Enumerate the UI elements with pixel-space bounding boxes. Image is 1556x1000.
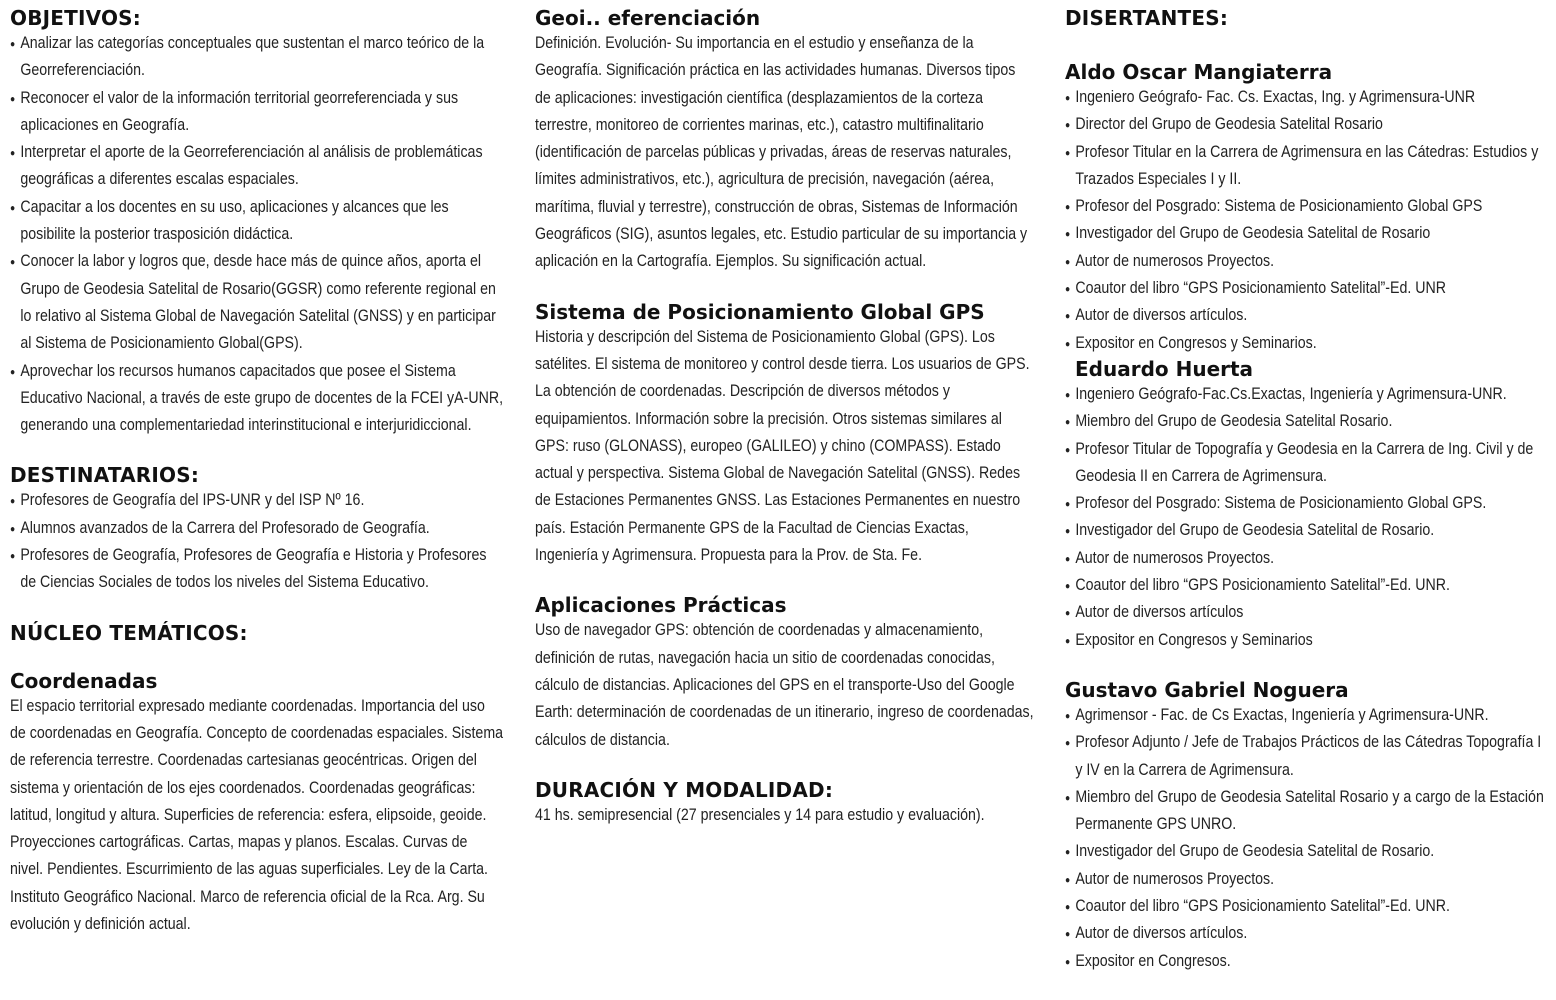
speaker-name: Eduardo Huerta (1075, 356, 1254, 381)
list-item: ● Profesores de Geografía, Profesores de Geografía e Historia y Profesores de Ciencias Sociales de todos los niveles del Sistema Educativo. (10, 542, 504, 597)
georeferenciacion-text: Definición. Evolución- Su importancia en el estudio y enseñanza de la Geografía. Significación práctica en las actividades humanas. Diversos tipos de aplicaciones: investigación científica (desplazamientos de la corteza terrestre, monitoreo de corrientes marinas, etc.), catastro multifinalitario (identificación de parcelas públicas y privadas, áreas de reservas naturales, límites administrativos, etc.), agricultura de precisión, navegación (aérea, marítima, fluvial y terrestre), construcción de obras, Sistemas de Información Geográficos (SIG), asuntos legales, etc. Estudio particular de su importancia y aplicación en la Cartografía. Ejemplos. Su significación actual. (535, 34, 1028, 271)
list-item: ● Profesor Titular de Topografía y Geodesia en la Carrera de Ing. Civil y de Geodesia II en Carrera de Agrimensura. (1065, 436, 1549, 491)
list-item: ● Profesores de Geografía del IPS-UNR y del ISP Nº 16. (10, 487, 504, 514)
destinatarios-list (10, 487, 504, 596)
aplicaciones-heading: Aplicaciones Prácticas (535, 593, 787, 618)
list-item: ● Coautor del libro “GPS Posicionamiento Satelital”-Ed. UNR. (1065, 572, 1549, 599)
objetivos-heading: OBJETIVOS: (10, 6, 141, 30)
list-item: ● Expositor en Congresos y Seminarios (1065, 627, 1549, 654)
nucleo-heading: NÚCLEO TEMÁTICOS: (10, 620, 248, 645)
list-item: ● Coautor del libro “GPS Posicionamiento Satelital”-Ed. UNR (1065, 275, 1549, 302)
objetivos-list (10, 30, 504, 439)
list-item: ● Ingeniero Geógrafo-Fac.Cs.Exactas, Ingeniería y Agrimensura-UNR. (1065, 381, 1549, 408)
list-item: ● Coautor del libro “GPS Posicionamiento Satelital”-Ed. UNR. (1065, 893, 1549, 920)
list-item: ● Miembro del Grupo de Geodesia Satelital Rosario y a cargo de la Estación Permanente GPS UNRO. (1065, 784, 1549, 839)
list-item: ● Miembro del Grupo de Geodesia Satelital Rosario. (1065, 408, 1549, 435)
georeferenciacion-heading: Geoi.. eferenciación (535, 6, 761, 30)
list-item: ● Investigador del Grupo de Geodesia Satelital de Rosario (1065, 220, 1549, 247)
list-item: ● Autor de diversos artículos (1065, 599, 1549, 626)
list-item: ● Autor de numerosos Proyectos. (1065, 248, 1549, 275)
list-item: ● Expositor en Congresos. (1065, 948, 1549, 975)
list-item: ● Investigador del Grupo de Geodesia Satelital de Rosario. (1065, 517, 1549, 544)
column-right (1065, 6, 1550, 975)
list-item: ● Interpretar el aporte de la Georreferenciación al análisis de problemáticas geográficas a diferentes escalas espaciales. (10, 139, 504, 194)
destinatarios-heading: DESTINATARIOS: (10, 463, 200, 488)
list-item: ● Profesor Adjunto / Jefe de Trabajos Prácticos de las Cátedras Topografía I y IV en la Carrera de Agrimensura. (1065, 729, 1549, 784)
list-item: ● Investigador del Grupo de Geodesia Satelital de Rosario. (1065, 838, 1549, 865)
list-item: ● Analizar las categorías conceptuales que sustentan el marco teórico de la Georreferenciación. (10, 30, 504, 85)
coordenadas-text: El espacio territorial expresado mediante coordenadas. Importancia del uso de coordenadas en Geografía. Concepto de coordenadas espaciales. Sistema de referencia terrestre. Coordenadas cartesianas geocéntricas. Origen del sistema y orientación de los ejes coordenados. Coordenadas geográficas: latitud, longitud y altura. Superficies de referencia: esfera, elipsoide, geoide. Proyecciones cartográficas. Cartas, mapas y planos. Escalas. Curvas de nivel. Pendientes. Escurrimiento de las aguas superficiales. Ley de la Carta. Instituto Geográfico Nacional. Marco de referencia oficial de la Rca. Arg. Su evolución y definición actual. (10, 696, 504, 934)
column-left (10, 6, 505, 938)
list-item: ● Autor de diversos artículos. (1065, 302, 1549, 329)
list-item: ● Autor de diversos artículos. (1065, 920, 1549, 947)
list-item: ● Conocer la labor y logros que, desde hace más de quince años, aporta el Grupo de Geodesia Satelital de Rosario(GGSR) como referente regional en lo relativo al Sistema Global de Navegación Satelital (GNSS) y en participar al Sistema de Posicionamiento Global(GPS). (10, 248, 504, 357)
gps-heading: Sistema de Posicionamiento Global GPS (535, 299, 985, 324)
list-item: ● Agrimensor - Fac. de Cs Exactas, Ingeniería y Agrimensura-UNR. (1065, 702, 1549, 729)
list-item: ● Autor de numerosos Proyectos. (1065, 866, 1549, 893)
speaker-list (1065, 381, 1549, 654)
column-middle (535, 6, 1035, 829)
speaker-list (1065, 84, 1549, 357)
duracion-text: 41 hs. semipresencial (27 presenciales y 14 para estudio y evaluación). (535, 805, 985, 824)
list-item: ● Director del Grupo de Geodesia Satelital Rosario (1065, 111, 1549, 138)
list-item: ● Autor de numerosos Proyectos. (1065, 545, 1549, 572)
list-item: ● Alumnos avanzados de la Carrera del Profesorado de Geografía. (10, 515, 504, 542)
speaker-name: Aldo Oscar Mangiaterra (1065, 60, 1333, 84)
aplicaciones-text: Uso de navegador GPS: obtención de coordenadas y almacenamiento, definición de rutas, navegación hacia un sitio de coordenadas conocidas, cálculo de distancias. Aplicaciones del GPS en el transporte-Uso del Google Earth: determinación de coordenadas de un itinerario, ingreso de coordenadas, cálculos de distancia. (535, 621, 1034, 749)
coordenadas-heading: Coordenadas (10, 668, 158, 693)
speaker-name: Gustavo Gabriel Noguera (1065, 677, 1349, 702)
list-item: ● Expositor en Congresos y Seminarios. (1065, 330, 1549, 357)
list-item: ● Profesor Titular en la Carrera de Agrimensura en las Cátedras: Estudios y Trazados Especiales I y II. (1065, 139, 1549, 194)
gps-text: Historia y descripción del Sistema de Posicionamiento Global (GPS). Los satélites. El sistema de monitoreo y control desde tierra. Los usuarios de GPS. La obtención de coordenadas. Descripción de diversos métodos y equipamientos. Información sobre la precisión. Otros sistemas similares al GPS: ruso (GLONASS), europeo (GALILEO) y chino (COMPASS). Estado actual y perspectiva. Sistema Global de Navegación Satelital (GNSS). Redes de Estaciones Permanentes GNSS. Las Estaciones Permanentes en nuestro país. Estación Permanente GPS de la Facultad de Ciencias Exactas, Ingeniería y Agrimensura. Propuesta para la Prov. de Sta. Fe. (535, 327, 1030, 565)
disertantes-heading: DISERTANTES: (1065, 6, 1229, 30)
list-item: ● Ingeniero Geógrafo- Fac. Cs. Exactas, Ing. y Agrimensura-UNR (1065, 84, 1549, 111)
list-item: ● Reconocer el valor de la información territorial georreferenciada y sus aplicaciones en Geografía. (10, 85, 504, 140)
list-item: ● Capacitar a los docentes en su uso, aplicaciones y alcances que les posibilite la posterior trasposición didáctica. (10, 194, 504, 249)
list-item: ● Profesor del Posgrado: Sistema de Posicionamiento Global GPS. (1065, 490, 1549, 517)
list-item: ● Profesor del Posgrado: Sistema de Posicionamiento Global GPS (1065, 193, 1549, 220)
duracion-heading: DURACIÓN Y MODALIDAD: (535, 777, 834, 802)
list-item: ● Aprovechar los recursos humanos capacitados que posee el Sistema Educativo Nacional, a través de este grupo de docentes de la FCEI yA-UNR, generando una complementariedad interinstitucional e interjuridiccional. (10, 358, 504, 440)
speaker-list (1065, 702, 1549, 975)
